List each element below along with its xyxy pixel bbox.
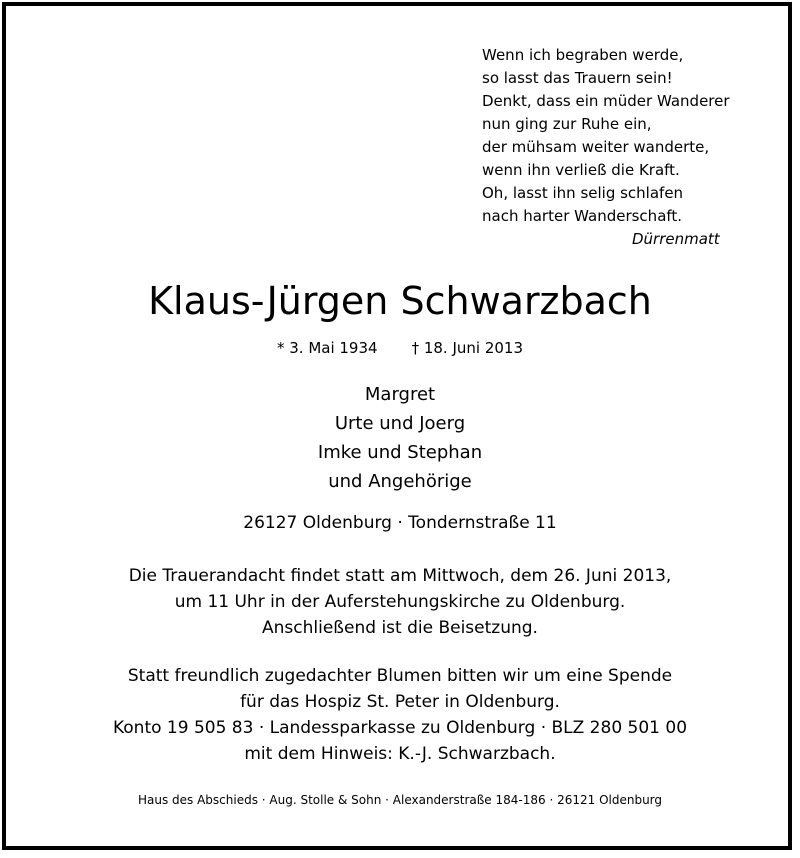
poem-line: wenn ihn verließ die Kraft.: [482, 161, 680, 179]
birth-date: * 3. Mai 1934: [276, 339, 378, 357]
poem-line: nun ging zur Ruhe ein,: [482, 115, 652, 133]
family-list: [0, 380, 800, 496]
poem: [482, 44, 772, 251]
donation-line: Konto 19 505 83 · Landessparkasse zu Oldenburg · BLZ 280 501 00: [112, 718, 688, 738]
service-info: [0, 563, 800, 641]
family-member: Imke und Stephan: [317, 442, 483, 463]
poem-line: Oh, lasst ihn selig schlafen: [482, 184, 684, 202]
death-date: † 18. Juni 2013: [411, 339, 524, 357]
poem-author: Dürrenmatt: [632, 230, 720, 248]
family-member: und Angehörige: [328, 471, 472, 492]
poem-line: der mühsam weiter wanderte,: [482, 138, 710, 156]
service-line: um 11 Uhr in der Auferstehungskirche zu Oldenburg.: [174, 592, 626, 612]
donation-line: für das Hospiz St. Peter in Oldenburg.: [240, 692, 560, 712]
family-member: Urte und Joerg: [334, 413, 466, 434]
poem-line: so lasst das Trauern sein!: [482, 69, 673, 87]
donation-info: [0, 663, 800, 767]
service-line: Anschließend ist die Beisetzung.: [262, 618, 538, 638]
donation-line: Statt freundlich zugedachter Blumen bitten wir um eine Spende: [127, 666, 673, 686]
poem-line: nach harter Wanderschaft.: [482, 207, 683, 225]
family-address: 26127 Oldenburg · Tondernstraße 11: [243, 513, 557, 533]
family-member: Margret: [364, 384, 436, 405]
poem-line: Wenn ich begraben werde,: [482, 46, 684, 64]
life-dates: [0, 338, 800, 358]
donation-line: mit dem Hinweis: K.-J. Schwarzbach.: [244, 744, 556, 764]
poem-line: Denkt, dass ein müder Wanderer: [482, 92, 730, 110]
funeral-home-footer: Haus des Abschieds · Aug. Stolle & Sohn · Alexanderstraße 184-186 · 26121 Oldenburg: [137, 793, 663, 807]
service-line: Die Trauerandacht findet statt am Mittwoch, dem 26. Juni 2013,: [128, 566, 672, 586]
deceased-name: Klaus-Jürgen Schwarzbach: [148, 279, 652, 323]
